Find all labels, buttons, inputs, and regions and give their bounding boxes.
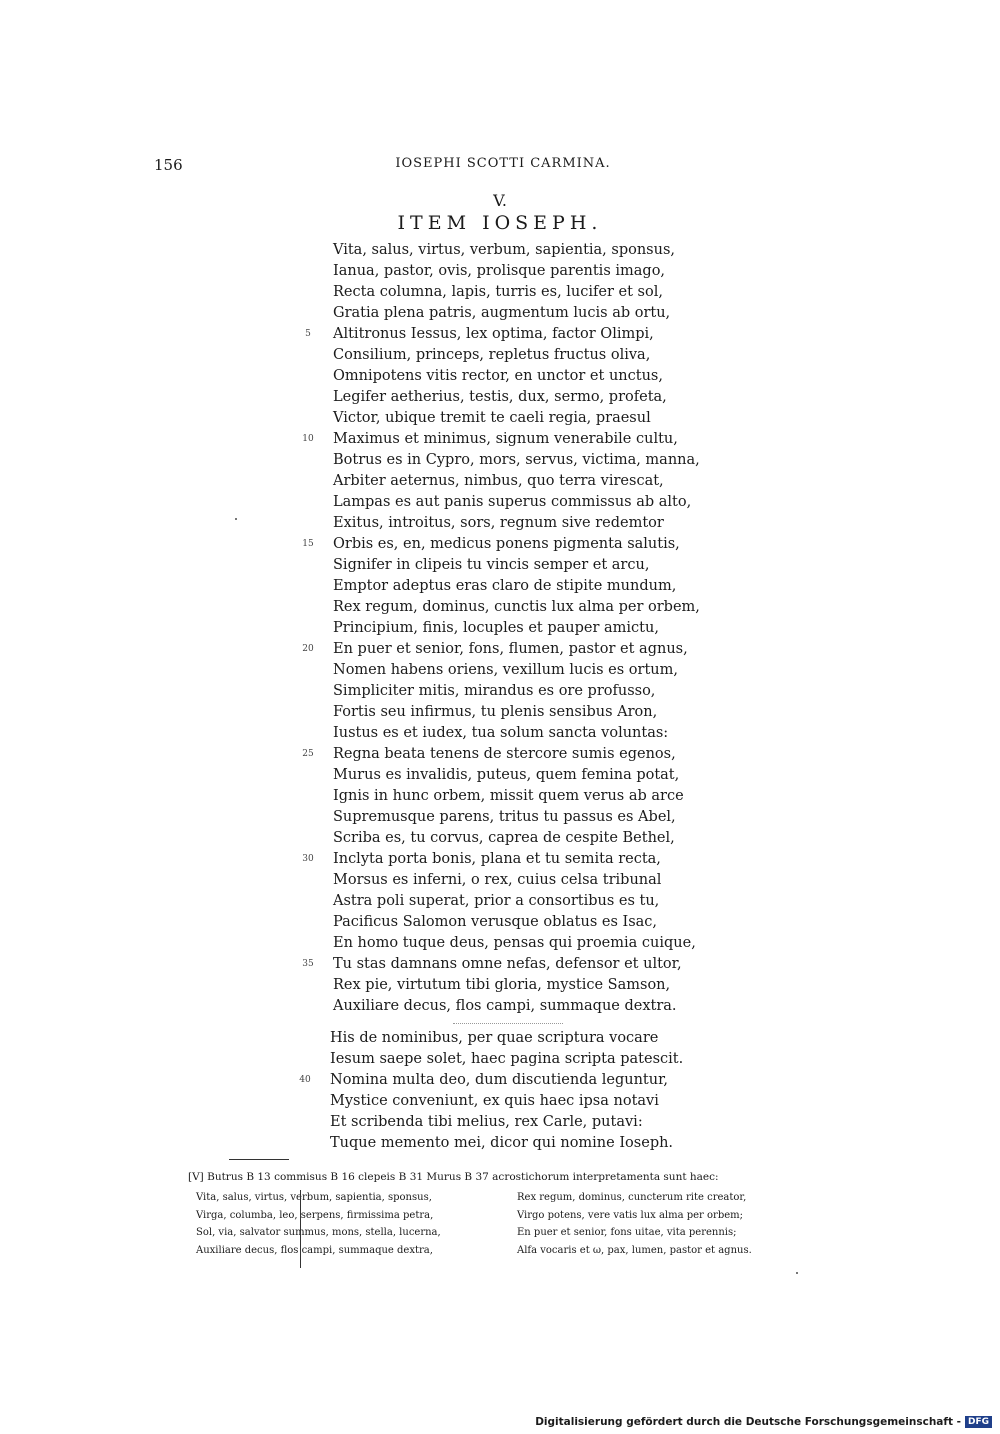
line-number: 5 <box>305 329 311 339</box>
verse-text: Altitronus Iessus, lex optima, factor Olimpi, <box>333 326 654 342</box>
verse-line <box>333 765 813 786</box>
verse-text: Nomen habens oriens, vexillum lucis es ortum, <box>333 662 678 678</box>
verse-line <box>302 639 813 660</box>
verse-line <box>333 891 813 912</box>
line-number: 35 <box>302 959 314 969</box>
running-title: IOSEPHI SCOTTI CARMINA. <box>395 156 611 171</box>
line-number: 25 <box>302 749 314 759</box>
verse-text: Mystice conveniunt, ex quis haec ipsa notavi <box>330 1093 659 1109</box>
verse-line <box>333 408 813 429</box>
verse-line <box>302 534 813 555</box>
verse-line <box>333 912 813 933</box>
verse-text: Exitus, introitus, sors, regnum sive redemtor <box>333 515 664 531</box>
verse-line <box>305 324 813 345</box>
verse-line <box>333 828 813 849</box>
line-number: 40 <box>299 1075 311 1085</box>
acrostic-line: Auxiliare decus, flos campi, summaque dextra, <box>196 1244 433 1256</box>
verse-text: Botrus es in Cypro, mors, servus, victima, manna, <box>333 452 700 468</box>
verse-text: Iesum saepe solet, haec pagina scripta patescit. <box>330 1051 684 1067</box>
verse-line <box>333 240 813 261</box>
verse-line <box>333 387 813 408</box>
verse-text: Vita, salus, virtus, verbum, sapientia, sponsus, <box>333 242 676 258</box>
verse-line <box>333 933 813 954</box>
verse-line <box>302 429 813 450</box>
verse-text: Scriba es, tu corvus, caprea de cespite Bethel, <box>333 830 675 846</box>
column-divider <box>300 1190 301 1268</box>
verse-text: En puer et senior, fons, flumen, pastor et agnus, <box>333 641 688 657</box>
verse-text: Fortis seu infirmus, tu plenis sensibus Aron, <box>333 704 658 720</box>
verse-text: Murus es invalidis, puteus, quem femina potat, <box>333 767 680 783</box>
verse-line <box>333 261 813 282</box>
acrostic-line: Vita, salus, virtus, verbum, sapientia, sponsus, <box>196 1192 432 1203</box>
verse-text: Iustus es et iudex, tua solum sancta voluntas: <box>333 725 669 741</box>
verse-text: Auxiliare decus, flos campi, summaque dextra. <box>333 998 677 1014</box>
line-number: 20 <box>302 644 314 654</box>
critical-apparatus: [V] Butrus B 13 commisus B 16 clepeis B 31 Murus B 37 acrostichorum interpretamenta sunt haec: <box>188 1171 719 1183</box>
verse-text: Ignis in hunc orbem, missit quem verus ab arce <box>333 788 684 804</box>
verse-text: Victor, ubique tremit te caeli regia, praesul <box>333 410 651 426</box>
verse-text: Gratia plena patris, augmentum lucis ab ortu, <box>333 305 671 321</box>
verse-text: Et scribenda tibi melius, rex Carle, putavi: <box>330 1114 643 1130</box>
verse-text: Simpliciter mitis, mirandus es ore profusso, <box>333 683 656 699</box>
verse-line <box>333 702 813 723</box>
verse-text: Lampas es aut panis superus commissus ab alto, <box>333 494 692 510</box>
verse-line <box>330 1049 810 1070</box>
verse-line <box>302 849 813 870</box>
acrostic-left-column <box>196 1189 441 1259</box>
verse-text: Consilium, princeps, repletus fructus oliva, <box>333 347 651 363</box>
verse-text: Pacificus Salomon verusque oblatus es Isac, <box>333 914 658 930</box>
verse-line <box>333 975 813 996</box>
verse-text: Maximus et minimus, signum venerabile cultu, <box>333 431 678 447</box>
verse-text: Signifer in clipeis tu vincis semper et arcu, <box>333 557 650 573</box>
verse-line <box>333 303 813 324</box>
credit-text: Digitalisierung gefördert durch die Deutsche Forschungsgemeinschaft - <box>535 1416 961 1428</box>
verse-text: Recta columna, lapis, turris es, lucifer et sol, <box>333 284 663 300</box>
verse-line <box>333 618 813 639</box>
acrostic-line: Virgo potens, vere vatis lux alma per orbem; <box>517 1209 743 1221</box>
verse-text: His de nominibus, per quae scriptura vocare <box>330 1030 659 1046</box>
verse-text: En homo tuque deus, pensas qui proemia cuique, <box>333 935 696 951</box>
verse-text: Supremusque parens, tritus tu passus es Abel, <box>333 809 676 825</box>
verse-text: Tuque memento mei, dicor qui nomine Ioseph. <box>330 1135 674 1151</box>
verse-text: Ianua, pastor, ovis, prolisque parentis imago, <box>333 263 666 279</box>
verse-line <box>333 807 813 828</box>
poem-body <box>302 240 813 1031</box>
acrostic-right-column <box>517 1189 752 1259</box>
verse-text: Morsus es inferni, o rex, cuius celsa tribunal <box>333 872 662 888</box>
verse-line <box>333 681 813 702</box>
acrostic-line: Alfa vocaris et ω, pax, lumen, pastor et agnus. <box>517 1244 752 1256</box>
verse-line <box>333 513 813 534</box>
verse-line <box>333 723 813 744</box>
verse-line <box>333 282 813 303</box>
verse-line <box>330 1133 810 1154</box>
verse-text: Legifer aetherius, testis, dux, sermo, profeta, <box>333 389 667 405</box>
verse-line <box>333 492 813 513</box>
verse-text: Principium, finis, locuples et pauper amictu, <box>333 620 659 636</box>
dfg-credit[interactable] <box>535 1416 992 1428</box>
acrostic-line: Sol, via, salvator summus, mons, stella, lucerna, <box>196 1227 441 1238</box>
verse-line <box>333 996 813 1017</box>
verse-line <box>333 576 813 597</box>
acrostic-line: Rex regum, dominus, cuncterum rite creator, <box>517 1192 747 1203</box>
line-number: 30 <box>302 854 314 864</box>
acrostic-line: Virga, columba, leo, serpens, firmissima petra, <box>196 1209 434 1221</box>
verse-text: Inclyta porta bonis, plana et tu semita recta, <box>333 851 661 867</box>
verse-line <box>333 660 813 681</box>
verse-line <box>330 1091 810 1112</box>
verse-text: Tu stas damnans omne nefas, defensor et ultor, <box>333 956 682 972</box>
poem-title: ITEM IOSEPH. <box>397 212 603 234</box>
poem-numeral: V. <box>493 191 507 210</box>
verse-text: Rex pie, virtutum tibi gloria, mystice Samson, <box>333 977 671 993</box>
verse-text: Arbiter aeternus, nimbus, quo terra virescat, <box>333 473 664 489</box>
verse-text: Rex regum, dominus, cunctis lux alma per orbem, <box>333 599 700 615</box>
verse-line <box>302 954 813 975</box>
scan-speck <box>235 518 237 520</box>
verse-line <box>333 555 813 576</box>
verse-line <box>302 744 813 765</box>
line-number: 15 <box>302 539 314 549</box>
verse-line <box>333 597 813 618</box>
verse-line <box>333 870 813 891</box>
verse-text: Orbis es, en, medicus ponens pigmenta salutis, <box>333 536 680 552</box>
verse-text: Astra poli superat, prior a consortibus es tu, <box>333 893 660 909</box>
verse-text: Nomina multa deo, dum discutienda leguntur, <box>330 1072 669 1088</box>
footnote-rule <box>229 1159 289 1160</box>
scan-speck <box>796 1272 798 1274</box>
verse-line <box>333 345 813 366</box>
verse-line <box>333 366 813 387</box>
verse-line <box>330 1112 810 1133</box>
page-number: 156 <box>154 156 183 174</box>
verse-line <box>333 450 813 471</box>
verse-text: Emptor adeptus eras claro de stipite mundum, <box>333 578 677 594</box>
acrostic-line: En puer et senior, fons uitae, vita perennis; <box>517 1227 737 1238</box>
verse-line <box>333 786 813 807</box>
verse-line <box>333 471 813 492</box>
verse-text: Omnipotens vitis rector, en unctor et unctus, <box>333 368 663 384</box>
verse-text: Regna beata tenens de stercore sumis egenos, <box>333 746 676 762</box>
line-number: 10 <box>302 434 314 444</box>
dfg-logo-icon: DFG <box>965 1416 992 1428</box>
poem-coda <box>299 1028 810 1154</box>
verse-line <box>330 1028 810 1049</box>
verse-line <box>299 1070 810 1091</box>
